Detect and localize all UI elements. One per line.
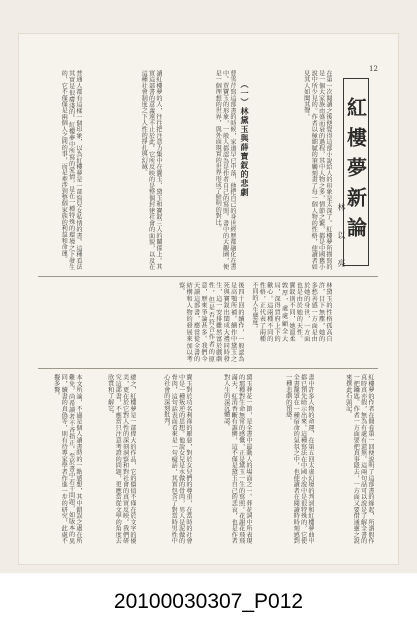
text-column: 黛玉葬花一節，是全書中最動人的場面之一。葬花詞中所表現的那種對生命無常的感慨，正是黛玉一生的寫照。花謝花飛飛滿天，紅消香斷有誰憐，這不僅是黛玉自己的悲哀，也是作者對人生的深沉體認。 — [222, 374, 252, 544]
horizontal-divider — [38, 276, 378, 277]
article-title: 紅樓夢新論 — [343, 97, 368, 247]
article-author: 林 以 亮 — [337, 203, 346, 273]
text-column: 後四十回的續作，一般認為是高鶚所補。續作中黛玉之死與寶釵出閨成大禮同時發生，這一安排雖然富於戲劇性，但是否符合作者的原意，歷來爭論甚多。我們今天讀這部書，應當從全書的結構和人物的發展來加以考察。 — [177, 282, 244, 362]
text-column: 寶玉對於功名利祿的厭惡，對於女兒們的尊重，在當時的社會中是一種叛逆的思想。他說女兒是水做的骨肉，男人是泥做的骨肉，這句話表面看來是一句癡話，其實包含了對當時男性中心社會的深刻批判。 — [162, 374, 192, 544]
text-column: 書中許多人物的命運，在第五回太虛幻境的判詞和紅樓夢曲中都已預先暗示出來。這種寫法在中國小說中是很特殊的，它使全書籠罩在一種宿命的氣氛之中，也使讀者在閱讀時時刻感到一種悲劇的預感。 — [284, 374, 314, 544]
text-column: 總之，紅樓夢是一部偉大的作品，它的價值不僅在於文字的優美，更在於它對人性的深刻洞察和對社會的真實反映。我們研究這部書，不應當只注意考證的問題，更應當從文學的角度去欣賞和了解它。 — [106, 374, 136, 544]
image-caption: 20100030307_P012 — [113, 590, 304, 613]
text-column: 林黛玉的性格孤高自許，目下無塵，她的多愁善感一方面是由於她的身世，一方面也是由於她的天性。寶釵則不同，她溫柔敦厚，處處顧全大局，深得賈府上下的歡心。這兩種不同的性格，正代表了兩種不同的人生態度。 — [250, 282, 332, 342]
text-column: 普通人都有這樣一個印象，以為紅樓夢是一部寫兒女私情的書。這種看法其實是很膚淺的。紅樓夢中所寫的愛情，是在一種特殊的環境之下發生的，它不僅僅是兩個人之間的事，而是牽涉到整個家族的利益和命運。 — [60, 70, 82, 270]
horizontal-divider — [38, 368, 378, 369]
text-column: 本文所論，不過是個人讀書時的一點感想，其中錯誤之處在所難免，尚希讀者不吝指正。至於書中若干問題，如版本的異同，續書的真偽等，則有待專家學者作進一步的研究，此處不擬多贅。 — [52, 374, 82, 544]
section-heading: （一）林黛玉與薛寶釵的悲劇 — [240, 80, 250, 197]
text-column: 在第一次閱讀之後便覺得這部小說給人的印象是太深了。紅樓夢所描寫的是一個大家族由盛而衰的過程，其中人物之多，情節之繁，都是中國舊小說中所少見的。作者以極細膩的筆觸刻畫了每一個人物的性格，使讀者如見其人如聞其聲。 — [302, 70, 332, 270]
page-number: 12 — [369, 65, 378, 73]
text-column: 曹雪芹寫這部書的時候，家道早已中落，他把自己的身世經歷都融化在書中。賈寶玉的形象，一般人都認為是作者自己的寫照。書中的大觀園，便是一個理想的世界，與外面現實的世界形成了鮮明的對比。 — [214, 70, 236, 270]
text-column: 讀紅樓夢的人，往往把注意力集中在寶玉、黛玉和寶釵三人的關係上。其實這部書的意義遠不止於此。它所反映的是整個封建社會的面貌，以及在這種社會制度之下人性的掙扎與幻滅。 — [140, 70, 162, 270]
text-column: 紅樓夢的作者在開卷第一回便說明了這部書的緣起，所謂假作真時真亦假，無為有處有還無。這兩句話可以說是了解全書的一把鑰匙。作者一方面要把真事隱去，一方面又要借通靈之說來撰此石頭記。 — [344, 374, 374, 544]
